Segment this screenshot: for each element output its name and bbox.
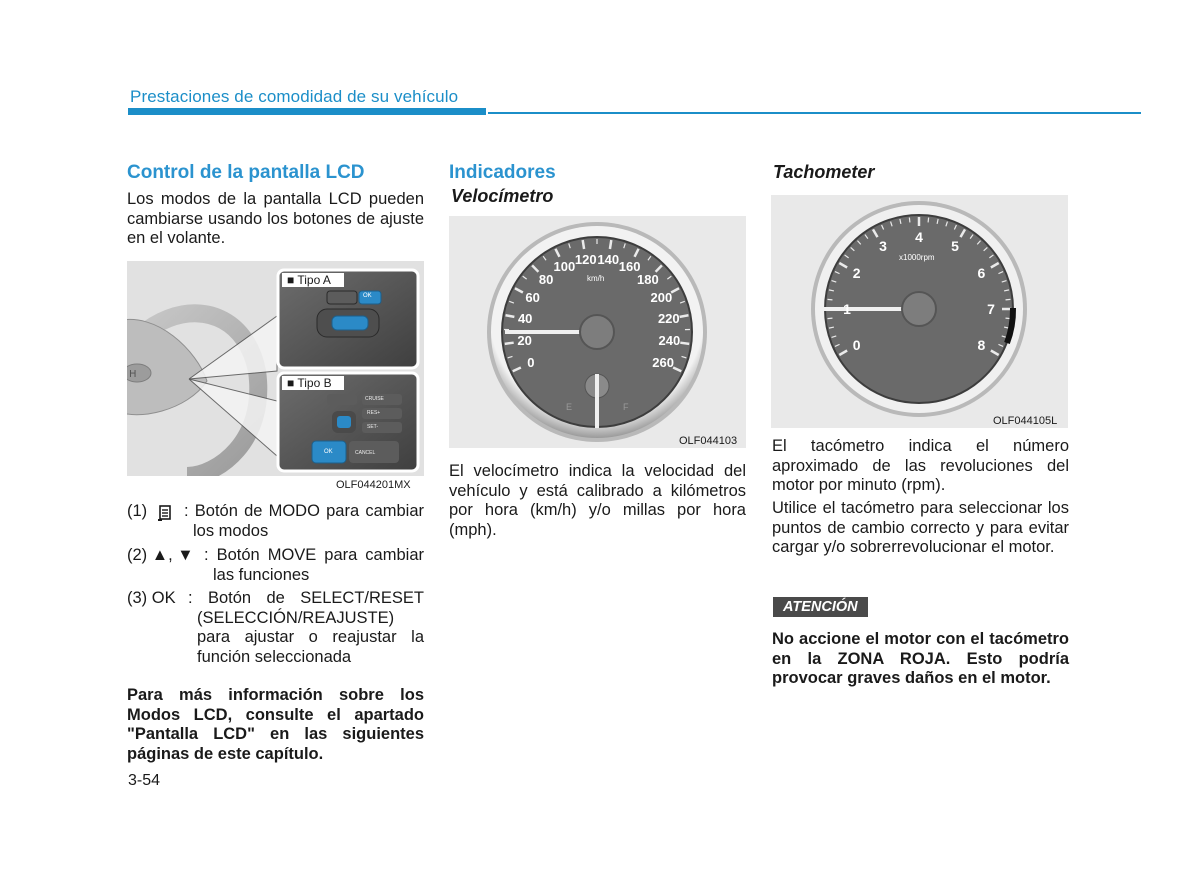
caution-text: No accione el motor con el tacómetro en la ZONA ROJA. Esto podría provocar graves daños en el motor. — [772, 630, 1069, 687]
tachometer-paragraph-1: El tacómetro indica el número aproximado de las revoluciones del motor por minuto (rpm). — [772, 437, 1069, 494]
tick-label: 220 — [657, 311, 680, 327]
tick-label: 120 — [574, 252, 597, 268]
tick-label: 240 — [658, 333, 681, 349]
tachometer-unit: x1000rpm — [899, 253, 935, 262]
list-item-text: : Botón de SELECT/RESET (SELECCIÓN/REAJUSTE) para ajustar o reajustar la función seleccionada — [188, 589, 424, 666]
list-item — [127, 502, 424, 542]
tachometer-figure — [771, 195, 1068, 428]
tick-label: 20 — [517, 333, 532, 349]
page-number: 3-54 — [128, 772, 161, 789]
lcd-note: Para más información sobre los Modos LCD, consulte el apartado "Pantalla LCD" en las siguientes páginas de este capítulo. — [127, 686, 424, 763]
list-item — [127, 546, 424, 586]
ok-button-b: OK — [324, 449, 333, 455]
cruise-button: CRUISE — [365, 396, 384, 402]
tick-label: 160 — [618, 258, 641, 274]
tick-label: 7 — [987, 300, 995, 317]
list-item-label: (1) — [127, 502, 148, 520]
tick-label: 0 — [852, 336, 861, 353]
cancel-button: CANCEL — [355, 450, 376, 456]
speedometer-subheading: Velocímetro — [451, 186, 554, 206]
tachometer-figure-code: OLF044105L — [993, 415, 1058, 427]
speedometer-unit: km/h — [587, 274, 605, 283]
speedometer-hub — [580, 315, 614, 349]
tick-label: 1 — [843, 300, 851, 317]
res-button: RES+ — [367, 410, 381, 416]
list-item-text: : Botón MOVE para cambiar las funciones — [204, 546, 424, 584]
speedometer-paragraph: El velocímetro indica la velocidad del vehículo y está calibrado a kilómetros por hora (km/h) y/o millas por hora (mph). — [449, 462, 746, 539]
tick-label: 100 — [553, 258, 576, 274]
tick-label: 140 — [597, 252, 620, 268]
fuel-full-label: F — [623, 402, 629, 412]
minor-tick — [909, 218, 910, 223]
tick-label: 180 — [637, 271, 659, 287]
tachometer-paragraph-2: Utilice el tacómetro para seleccionar los puntos de cambio correcto y para evitar cargar y/o sobrerrevolucionar el motor. — [772, 499, 1069, 556]
tipo-b-label: ■ Tipo B — [287, 376, 332, 390]
tick-label: 40 — [517, 311, 533, 327]
header-rule — [488, 112, 1141, 114]
steering-figure-code: OLF044201MX — [336, 479, 411, 491]
speedometer-figure — [449, 216, 746, 448]
tick-label: 80 — [538, 271, 554, 287]
tachometer-hub — [902, 292, 936, 326]
major-tick — [610, 240, 611, 249]
caution-badge: ATENCIÓN — [773, 597, 868, 617]
tick-label: 5 — [951, 238, 959, 255]
list-item-text: : Botón de MODO para cambiar los modos — [184, 502, 424, 540]
fuel-empty-label: E — [566, 402, 573, 412]
tick-label: 4 — [915, 228, 923, 245]
major-tick — [583, 240, 584, 249]
list-item-label: (3) OK — [127, 589, 176, 607]
lcd-intro-paragraph: Los modos de la pantalla LCD pueden cambiarse usando los botones de ajuste en el volante. — [127, 190, 424, 247]
minor-tick — [928, 218, 929, 223]
tick-label: 3 — [879, 238, 887, 255]
tick-label: 200 — [650, 289, 673, 305]
list-item-label: (2) ▲, ▼ — [127, 546, 194, 564]
list-item — [127, 589, 424, 669]
mode-button-icon — [157, 504, 173, 520]
tick-label: 0 — [527, 355, 535, 371]
indicators-heading: Indicadores — [449, 162, 556, 183]
steering-wheel-illustration — [127, 261, 424, 476]
tick-label: 260 — [652, 355, 674, 371]
tick-label: 8 — [977, 336, 986, 353]
header-bar — [128, 108, 486, 115]
hyundai-logo-icon: H — [129, 369, 137, 380]
tick-label: 6 — [977, 264, 986, 281]
minor-tick — [828, 318, 833, 319]
tachometer-heading: Tachometer — [773, 162, 875, 182]
lcd-control-heading: Control de la pantalla LCD — [127, 162, 365, 183]
set-button: SET- — [367, 424, 379, 430]
tipo-a-label: ■ Tipo A — [287, 273, 331, 287]
ok-button-a: OK — [363, 293, 372, 299]
tick-label: 2 — [852, 264, 861, 281]
speedometer-gauge — [449, 216, 746, 448]
steering-wheel-figure — [127, 261, 424, 476]
speedometer-figure-code: OLF044103 — [679, 435, 738, 447]
chapter-title: Prestaciones de comodidad de su vehículo — [130, 87, 459, 106]
tick-label: 60 — [525, 289, 540, 305]
